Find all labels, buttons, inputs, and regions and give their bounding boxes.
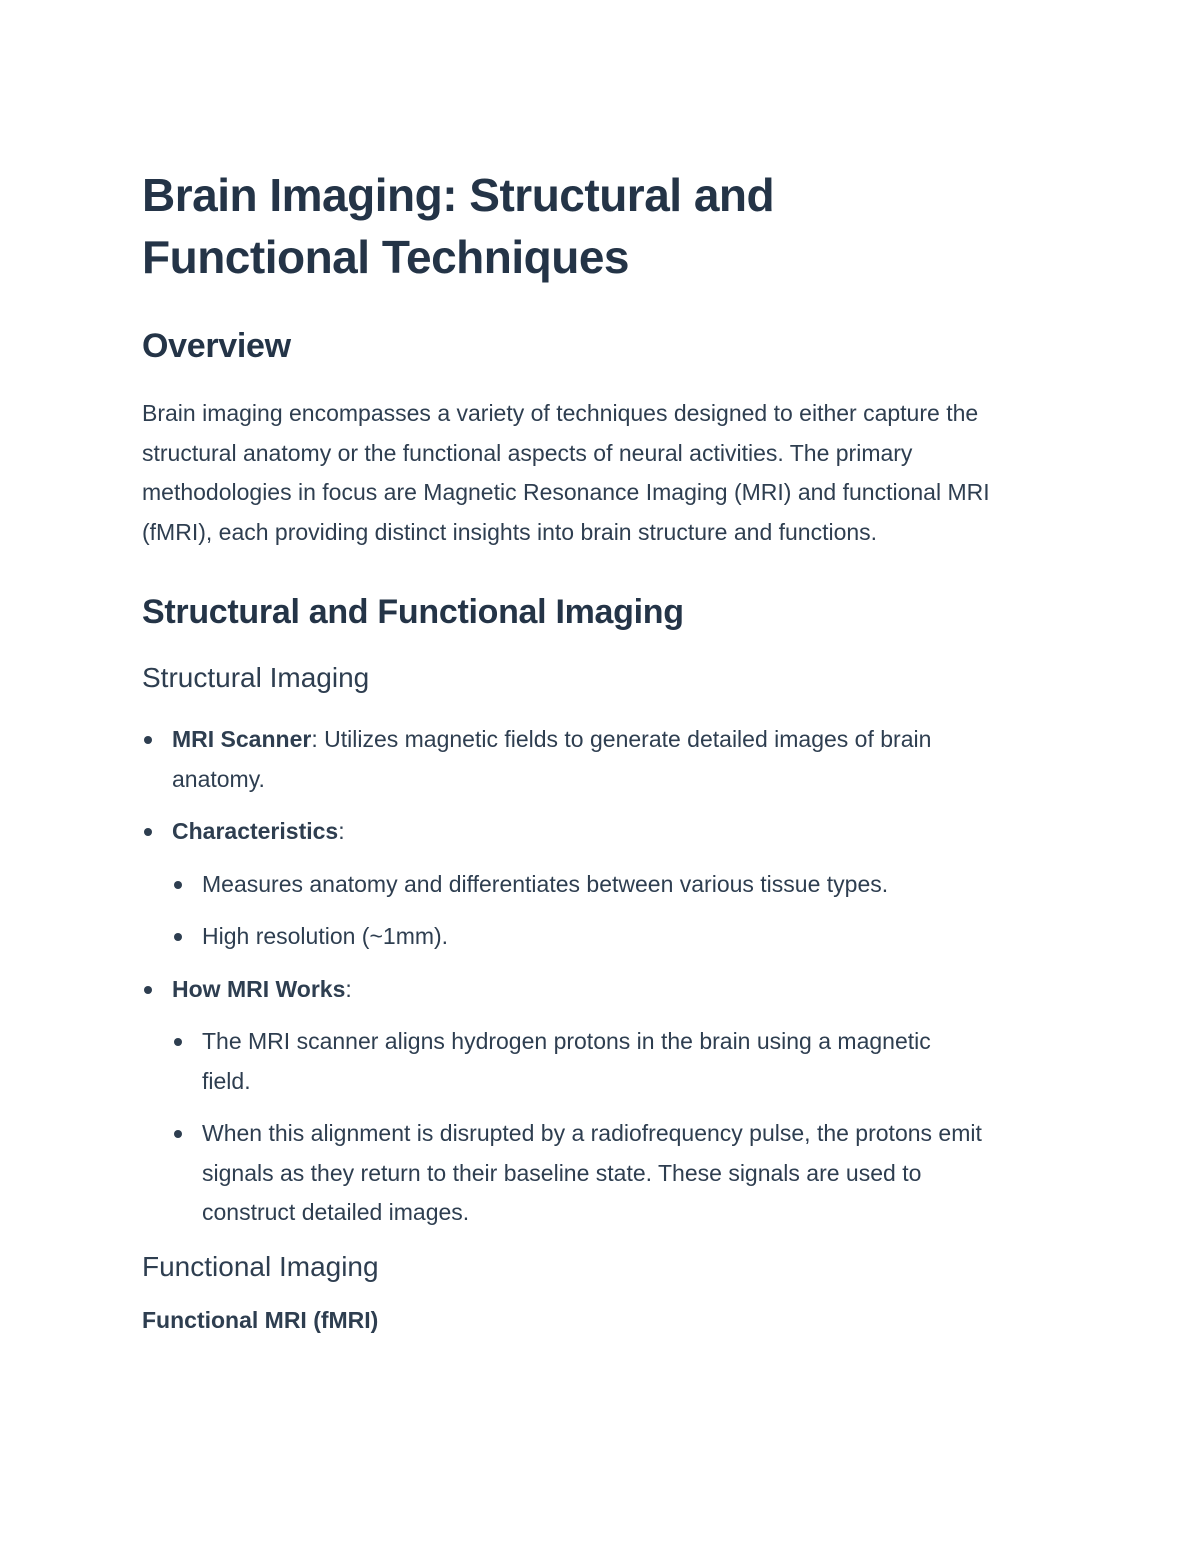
structural-imaging-heading: Structural Imaging <box>142 662 370 693</box>
sublist-item: Measures anatomy and differentiates between various tissue types. <box>172 865 1042 905</box>
how-mri-works-sublist <box>172 1022 1042 1233</box>
bullet-icon <box>144 986 152 994</box>
document-title: Brain Imaging: Structural and Functional Techniques <box>142 169 775 283</box>
bullet-icon <box>174 1130 182 1138</box>
sublist-item: When this alignment is disrupted by a radiofrequency pulse, the protons emit signals as they return to their baseline state. These signals are used to construct detailed images. <box>172 1114 1042 1233</box>
fmri-subheading: Functional MRI (fMRI) <box>142 1306 379 1333</box>
item-label: Characteristics <box>172 818 339 844</box>
item-separator: : <box>345 975 352 1002</box>
list-item-mri-scanner <box>142 720 1042 799</box>
overview-heading: Overview <box>142 327 291 365</box>
bullet-icon <box>174 1038 182 1046</box>
item-label: MRI Scanner <box>172 726 312 752</box>
overview-paragraph: Brain imaging encompasses a variety of techniques designed to either capture the structural anatomy or the functional aspects of neural activities. The primary methodologies in focus are Magnetic Resonance Imaging (MRI) and functional MRI (fMRI), each providing distinct insights into brain structure and functions. <box>142 400 990 545</box>
characteristics-sublist <box>172 865 1042 957</box>
list-item-how-mri-works <box>142 970 1042 1233</box>
structural-list <box>142 720 1042 1233</box>
item-separator: : <box>338 818 345 844</box>
bullet-icon <box>144 736 152 744</box>
sublist-item: The MRI scanner aligns hydrogen protons in the brain using a magnetic field. <box>172 1022 1042 1101</box>
document-page <box>142 164 1042 1335</box>
sublist-item: High resolution (~1mm). <box>172 917 1042 957</box>
bullet-icon <box>174 881 182 889</box>
functional-imaging-heading: Functional Imaging <box>142 1250 379 1282</box>
bullet-icon <box>174 933 182 941</box>
list-item-characteristics <box>142 812 1042 957</box>
item-text: Utilizes magnetic fields to generate detailed images of brain anatomy. <box>172 726 932 792</box>
structural-functional-heading: Structural and Functional Imaging <box>142 593 684 631</box>
item-label: How MRI Works <box>172 975 346 1002</box>
item-separator: : <box>311 726 318 752</box>
bullet-icon <box>144 828 152 836</box>
